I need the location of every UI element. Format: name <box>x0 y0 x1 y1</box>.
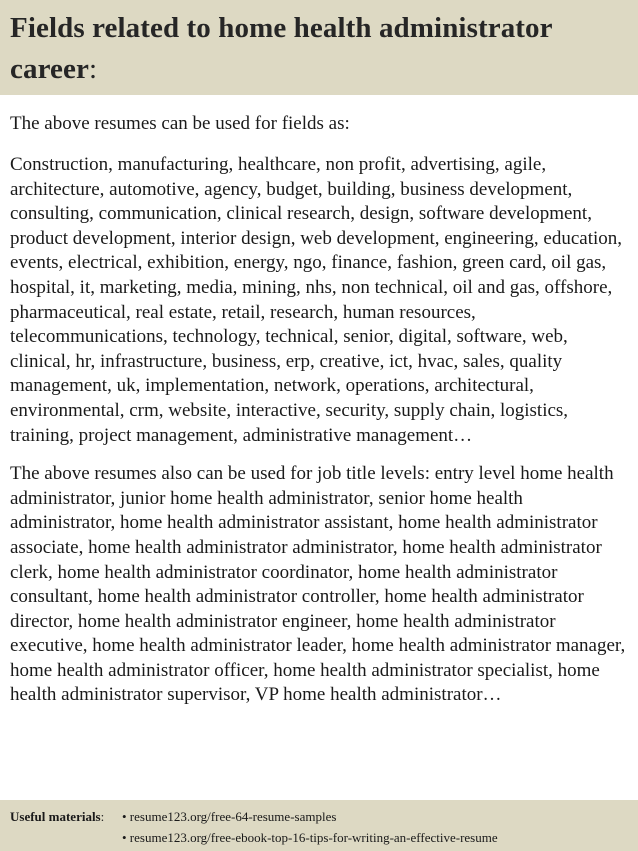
footer-row <box>10 827 628 848</box>
main-content <box>10 112 632 708</box>
useful-materials-label <box>10 806 122 827</box>
useful-materials-label-colon: : <box>100 809 105 824</box>
useful-materials-footer <box>0 800 638 851</box>
ebook-tips-link[interactable]: • resume123.org/free-ebook-top-16-tips-for-writing-an-effective-resume <box>122 830 498 845</box>
title-banner <box>0 0 638 95</box>
page-title-colon: : <box>88 53 98 85</box>
page-title-text: Fields related to home health administrator career <box>10 12 553 85</box>
intro-text: The above resumes can be used for fields as: <box>10 113 350 134</box>
fields-paragraph: Construction, manufacturing, healthcare, non profit, advertising, agile, architecture, automotive, agency, budget, building, business development, consulting, communication, clinical research, design, software development, product development, interior design, web development, engineering, education, events, electrical, exhibition, energy, ngo, finance, fashion, green card, oil gas, hospital, it, marketing, media, mining, nhs, non technical, oil and gas, offshore, pharmaceutical, real estate, retail, research, human resources, telecommunications, technology, technical, senior, digital, software, web, clinical, hr, infrastructure, business, erp, creative, ict, hvac, sales, quality management, uk, implementation, network, operations, architectural, environmental, crm, website, interactive, security, supply chain, logistics, training, project management, administrative management… <box>10 154 623 446</box>
job-levels-paragraph: The above resumes also can be used for job title levels: entry level home health administrator, junior home health administrator, senior home health administrator, home health administrator assistant, home health administrator associate, home health administrator administrator, home health administrator clerk, home health administrator coordinator, home health administrator consultant, home health administrator controller, home health administrator director, home health administrator engineer, home health administrator executive, home health administrator leader, home health administrator manager, home health administrator officer, home health administrator specialist, home health administrator supervisor, VP home health administrator… <box>10 463 626 706</box>
useful-materials-label-text: Useful materials <box>10 809 101 824</box>
resume-samples-link[interactable]: • resume123.org/free-64-resume-samples <box>122 809 337 824</box>
page-title <box>10 8 628 90</box>
footer-row <box>10 806 628 827</box>
